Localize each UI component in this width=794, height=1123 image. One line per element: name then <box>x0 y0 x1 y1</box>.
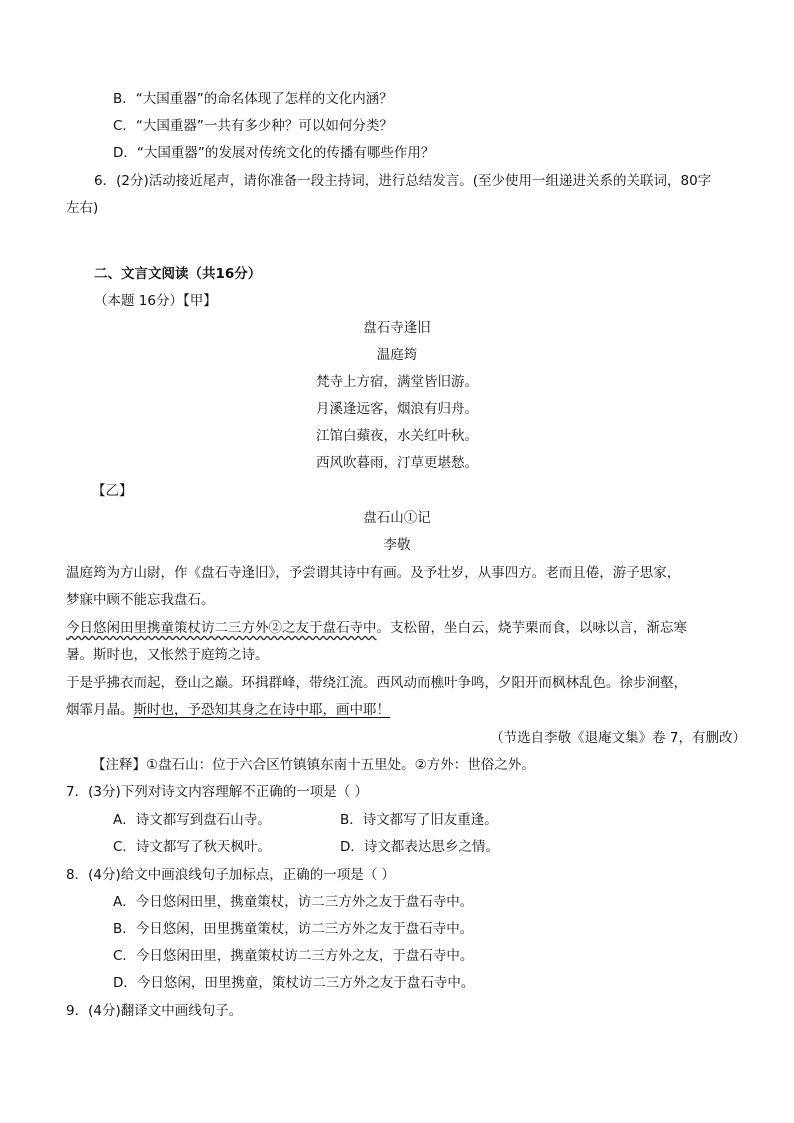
q8-option-c: C．今日悠闲田里，携童策杖访二三方外之友，于盘石寺中。 <box>113 948 474 964</box>
section-subtitle: （本题 16分）【甲】 <box>94 293 217 309</box>
wavy-underlined-sentence: 今日悠闲田里携童策杖访二三方外②之友于盘石寺中 <box>66 620 377 636</box>
prose-author: 李敬 <box>383 537 411 553</box>
q7-option-c: C．诗文都写了秋天枫叶。 <box>113 839 271 855</box>
q5-option-b: B．“大国重器”的命名体现了怎样的文化内涵？ <box>113 91 393 107</box>
q7-option-a: A．诗文都写到盘石山寺。 <box>113 812 271 828</box>
prose-p1-line2: 梦寐中顾不能忘我盘石。 <box>66 592 215 608</box>
prose-p2-line2: 暑。斯时也，又怅然于庭筠之诗。 <box>66 647 269 663</box>
prose-p3-line1: 于是乎拂衣而起，登山之巅。环揖群峰，带绕江流。西风动而樵叶争鸣，夕阳开而枫林乱色。徐步涧壑， <box>66 675 687 691</box>
q6-stem-line2: 左右) <box>66 200 99 216</box>
section-title: 二、文言文阅读（共16分） <box>94 266 262 282</box>
prose-title: 盘石山①记 <box>363 510 431 526</box>
prose-p2-line1 <box>66 619 687 637</box>
q8-option-d: D．今日悠闲，田里携童，策杖访二三方外之友于盘石寺中。 <box>113 975 475 991</box>
q9-stem: 9．(4分)翻译文中画线句子。 <box>66 1003 243 1019</box>
q6-stem-line1: 6．(2分)活动接近尾声，请你准备一段主持词，进行总结发言。(至少使用一组递进关系的关联词，80字 <box>94 173 712 189</box>
annotation-note: 【注释】①盘石山：位于六合区竹镇镇东南十五里处。②方外：世俗之外。 <box>92 757 535 773</box>
q7-stem: 7．(3分)下列对诗文内容理解不正确的一项是（ ） <box>66 784 369 800</box>
q8-option-b: B．今日悠闲，田里携童策杖，访二三方外之友于盘石寺中。 <box>113 921 474 937</box>
q5-option-c: C．“大国重器”一共有多少种？可以如何分类？ <box>113 118 393 134</box>
prose-p3-plain: 烟霏月晶。 <box>66 702 134 718</box>
q5-option-d: D．“大国重器”的发展对传统文化的传播有哪些作用？ <box>113 145 435 161</box>
q7-option-b: B．诗文都写了旧友重逢。 <box>340 812 498 828</box>
poem-line-4: 西风吹暮雨，汀草更堪愁。 <box>316 455 478 471</box>
poem-line-3: 江馆白蘋夜，水关红叶秋。 <box>316 428 478 444</box>
poem-line-1: 梵寺上方宿，满堂皆旧游。 <box>316 374 478 390</box>
prose-p2-rest: 。支松留，坐白云，烧芋栗而食，以咏以言，渐忘寒 <box>376 620 687 636</box>
q7-option-d: D．诗文都表达思乡之情。 <box>340 839 499 855</box>
prose-p1-line1: 温庭筠为方山尉，作《盘石寺逢旧》，予尝谓其诗中有画。及予壮岁，从事四方。老而且倦，游子思家， <box>66 565 681 581</box>
poem-author: 温庭筠 <box>376 347 418 363</box>
prose-p3-line2 <box>66 701 390 719</box>
underlined-sentence: 斯时也，予恐知其身之在诗中耶，画中耶！ <box>133 702 390 718</box>
q8-stem: 8．(4分)给文中画浪线句子加标点，正确的一项是（ ） <box>66 867 396 883</box>
q8-option-a: A．今日悠闲田里，携童策杖，访二三方外之友于盘石寺中。 <box>113 894 474 910</box>
prose-source: （节选自李敬《退庵文集》卷 7，有删改） <box>490 730 746 746</box>
prose-label: 【乙】 <box>92 483 133 499</box>
poem-title: 盘石寺逢旧 <box>363 320 431 336</box>
poem-line-2: 月溪逢远客，烟浪有归舟。 <box>316 401 478 417</box>
